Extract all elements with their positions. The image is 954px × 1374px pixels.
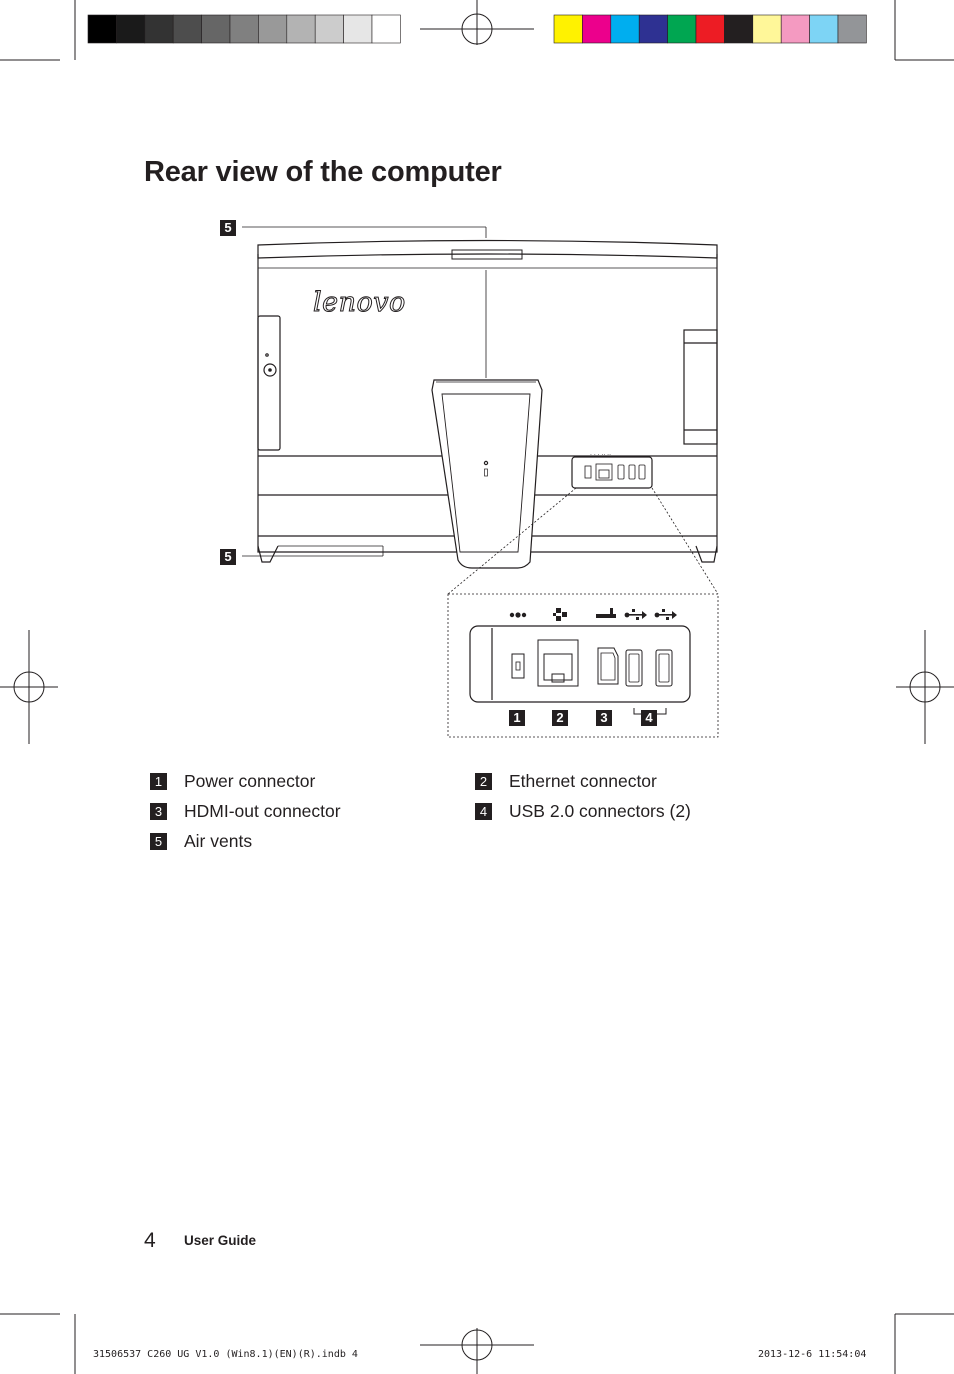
legend-label: HDMI-out connector [184, 800, 341, 821]
callout-air-vents-bottom: 5 [220, 549, 236, 565]
color-swatch [173, 15, 201, 43]
registration-right [896, 630, 954, 744]
legend-number: 4 [475, 803, 492, 820]
color-swatch [611, 15, 639, 43]
legend-item [150, 801, 341, 821]
registration-top [420, 0, 534, 45]
color-swatch [582, 15, 610, 43]
slug-file: 31506537 C260 UG V1.0 (Win8.1)(EN)(R).indb 4 [93, 1349, 358, 1360]
callout-hdmi: 3 [596, 710, 612, 726]
legend-item [150, 831, 252, 851]
legend-label: Air vents [184, 830, 253, 851]
ethernet-icon [553, 608, 567, 621]
page-number: 4 [144, 1229, 156, 1252]
usb-icon [655, 609, 677, 620]
power-icon [510, 612, 526, 617]
color-swatch [639, 15, 667, 43]
legend-number: 3 [150, 803, 167, 820]
color-swatch [315, 15, 343, 43]
legend-number: 1 [150, 773, 167, 790]
legend-label: Ethernet connector [509, 770, 657, 791]
registration-bottom [420, 1328, 534, 1374]
color-swatch [116, 15, 144, 43]
color-swatch [753, 15, 781, 43]
page-title: Rear view of the computer [144, 156, 502, 188]
slug-date: 2013-12-6 11:54:04 [758, 1349, 867, 1360]
callout-usb: 4 [641, 710, 657, 726]
svg-text:lenovo: lenovo [313, 287, 406, 318]
running-footer: User Guide [184, 1233, 257, 1248]
gray-scale-bar [88, 15, 400, 43]
legend-item [475, 801, 691, 821]
color-swatch [344, 15, 372, 43]
color-swatch [810, 15, 838, 43]
callout-air-vents-top: 5 [220, 220, 236, 236]
svg-text:· · · ·· ··: · · · ·· ·· [590, 452, 611, 459]
color-swatch [554, 15, 582, 43]
color-swatch [258, 15, 286, 43]
color-swatch [838, 15, 866, 43]
hdmi-icon [596, 608, 616, 618]
legend-label: Power connector [184, 770, 316, 791]
color-swatch [724, 15, 752, 43]
lenovo-logo [313, 287, 406, 318]
legend-number: 5 [150, 833, 167, 850]
legend-label: USB 2.0 connectors (2) [509, 800, 691, 821]
color-swatch [696, 15, 724, 43]
color-swatch [781, 15, 809, 43]
rear-view-figure [200, 210, 730, 745]
color-swatch [668, 15, 696, 43]
color-swatch [287, 15, 315, 43]
color-swatch [145, 15, 173, 43]
color-swatch [88, 15, 116, 43]
usb-icon [625, 609, 647, 620]
legend-number: 2 [475, 773, 492, 790]
color-bar [554, 15, 866, 43]
callout-power: 1 [509, 710, 525, 726]
color-swatch [372, 15, 400, 43]
color-swatch [230, 15, 258, 43]
port-icons [510, 608, 677, 621]
legend-item [475, 771, 657, 791]
registration-left [0, 630, 58, 744]
legend-item [150, 771, 315, 791]
callout-ethernet: 2 [552, 710, 568, 726]
rear-view-illustration [200, 210, 730, 745]
color-swatch [202, 15, 230, 43]
